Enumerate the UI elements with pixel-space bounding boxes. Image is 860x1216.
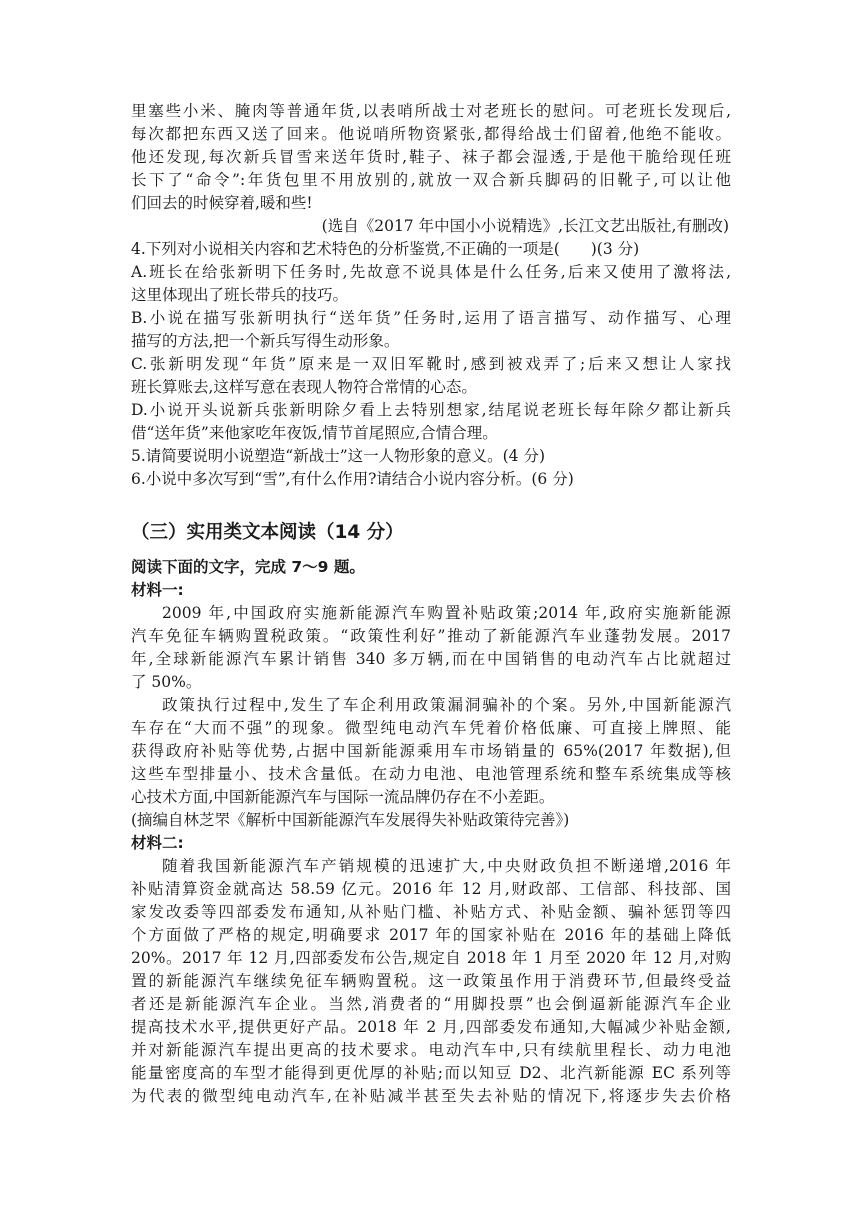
text-line: 汽车免征车辆购置税政策。“政策性利好”推动了新能源汽车业蓬勃发展。2017 [131,627,731,645]
story-passage [131,100,731,238]
option-a-line: A.班长在给张新明下任务时,先故意不说具体是什么任务,后来又使用了激将法, [131,263,731,281]
text-line: 心技术方面,中国新能源汽车与国际一流品牌仍存在不小差距。 [131,788,555,806]
text-line: 为代表的微型纯电动汽车,在补贴减半甚至失去补贴的情况下,将逐步失去价格 [131,1087,731,1105]
material-2-label: 材料二: [131,834,184,852]
material-1-source: (摘编自林芝罘《解析中国新能源汽车发展得失补贴政策待完善》) [131,811,570,829]
text-line: 随着我国新能源汽车产销规模的迅速扩大,中央财政负担不断递增,2016 年 [162,857,731,875]
option-b-line: 描写的方法,把一个新兵写得生动形象。 [131,332,400,350]
text-line: 长下了“命令”:年货包里不用放别的,就放一双合新兵脚码的旧靴子,可以让他 [131,171,731,189]
option-c-line: C.张新明发现“年货”原来是一双旧军靴时,感到被戏弄了;后来又想让人家找 [131,355,731,373]
instruction: 阅读下面的文字，完成 7～9 题。 [131,558,365,576]
text-line: 提高技术水平,提供更好产品。2018 年 2 月,四部委发布通知,大幅减少补贴金额, [131,1018,731,1036]
text-line: 这些车型排量小、技术含量低。在动力电池、电池管理系统和整车系统集成等核 [131,765,731,783]
text-line: 补贴清算资金就高达 58.59 亿元。2016 年 12 月,财政部、工信部、科技部、国 [131,880,731,898]
text-line: 年,全球新能源汽车累计销售 340 多万辆,而在中国销售的电动汽车占比就超过 [131,650,731,668]
text-line: 置的新能源汽车继续免征车辆购置税。这一政策虽作用于消费环节,但最终受益 [131,972,731,990]
option-d-line: D.小说开头说新兵张新明除夕看上去特别想家,结尾说老班长每年除夕都让新兵 [131,401,731,419]
text-line: 他还发现,每次新兵冒雪来送年货时,鞋子、袜子都会湿透,于是他干脆给现任班 [131,148,731,166]
text-line: 个方面做了严格的规定,明确要求 2017 年的国家补贴在 2016 年的基础上降低 [131,926,731,944]
text-line: 并对新能源汽车提出更高的技术要求。电动汽车中,只有续航里程长、动力电池 [131,1041,731,1059]
text-line: 里塞些小米、腌肉等普通年货,以表哨所战士对老班长的慰问。可老班长发现后, [131,102,731,120]
story-source-citation: (选自《2017 年中国小小说精选》,长江文艺出版社,有删改) [321,217,729,235]
text-line: 们回去的时候穿着,暖和些! [131,194,313,212]
question-5: 5.请简要说明小说塑造“新战士”这一人物形象的意义。(4 分) [131,447,546,465]
material-1-block [131,556,731,832]
material-1-label: 材料一: [131,581,184,599]
question-6: 6.小说中多次写到“雪”,有什么作用?请结合小说内容分析。(6 分) [131,470,574,488]
option-b-line: B.小说在描写张新明执行“送年货”任务时,运用了语言描写、动作描写、心理 [131,309,731,327]
material-2-block [131,832,731,1108]
text-line: 20%。2017 年 12 月,四部委发布公告,规定自 2018 年 1 月至 2020 年 12 月,对购 [131,949,731,967]
text-line: 2009 年,中国政府实施新能源汽车购置补贴政策;2014 年,政府实施新能源 [162,604,731,622]
questions-block [131,238,731,491]
text-line: 能量密度高的车型才能得到更优厚的补贴;而以知豆 D2、北汽新能源 EC 系列等 [131,1064,731,1082]
question-4-stem: 4.下列对小说相关内容和艺术特色的分析鉴赏,不正确的一项是( )(3 分) [131,240,640,258]
text-line: 家发改委等四部委发布通知,从补贴门槛、补贴方式、补贴金额、骗补惩罚等四 [131,903,731,921]
text-line: 者还是新能源汽车企业。当然,消费者的“用脚投票”也会倒逼新能源汽车企业 [131,995,731,1013]
text-line: 车存在“大而不强”的现象。微型纯电动汽车凭着价格低廉、可直接上牌照、能 [131,719,731,737]
text-line: 每次都把东西又送了回来。他说哨所物资紧张,都得给战士们留着,他绝不能收。 [131,125,731,143]
option-d-line: 借“送年货”来他家吃年夜饭,情节首尾照应,合情合理。 [131,424,498,442]
text-line: 获得政府补贴等优势,占据中国新能源乘用车市场销量的 65%(2017 年数据),但 [131,742,731,760]
section-heading: （三）实用类文本阅读（14 分） [131,522,404,543]
text-line: 政策执行过程中,发生了车企利用政策漏洞骗补的个案。另外,中国新能源汽 [162,696,731,714]
option-c-line: 班长算账去,这样写意在表现人物符合常情的心态。 [131,378,477,396]
text-line: 了 50%。 [131,673,202,691]
option-a-line: 这里体现出了班长带兵的技巧。 [131,286,349,304]
